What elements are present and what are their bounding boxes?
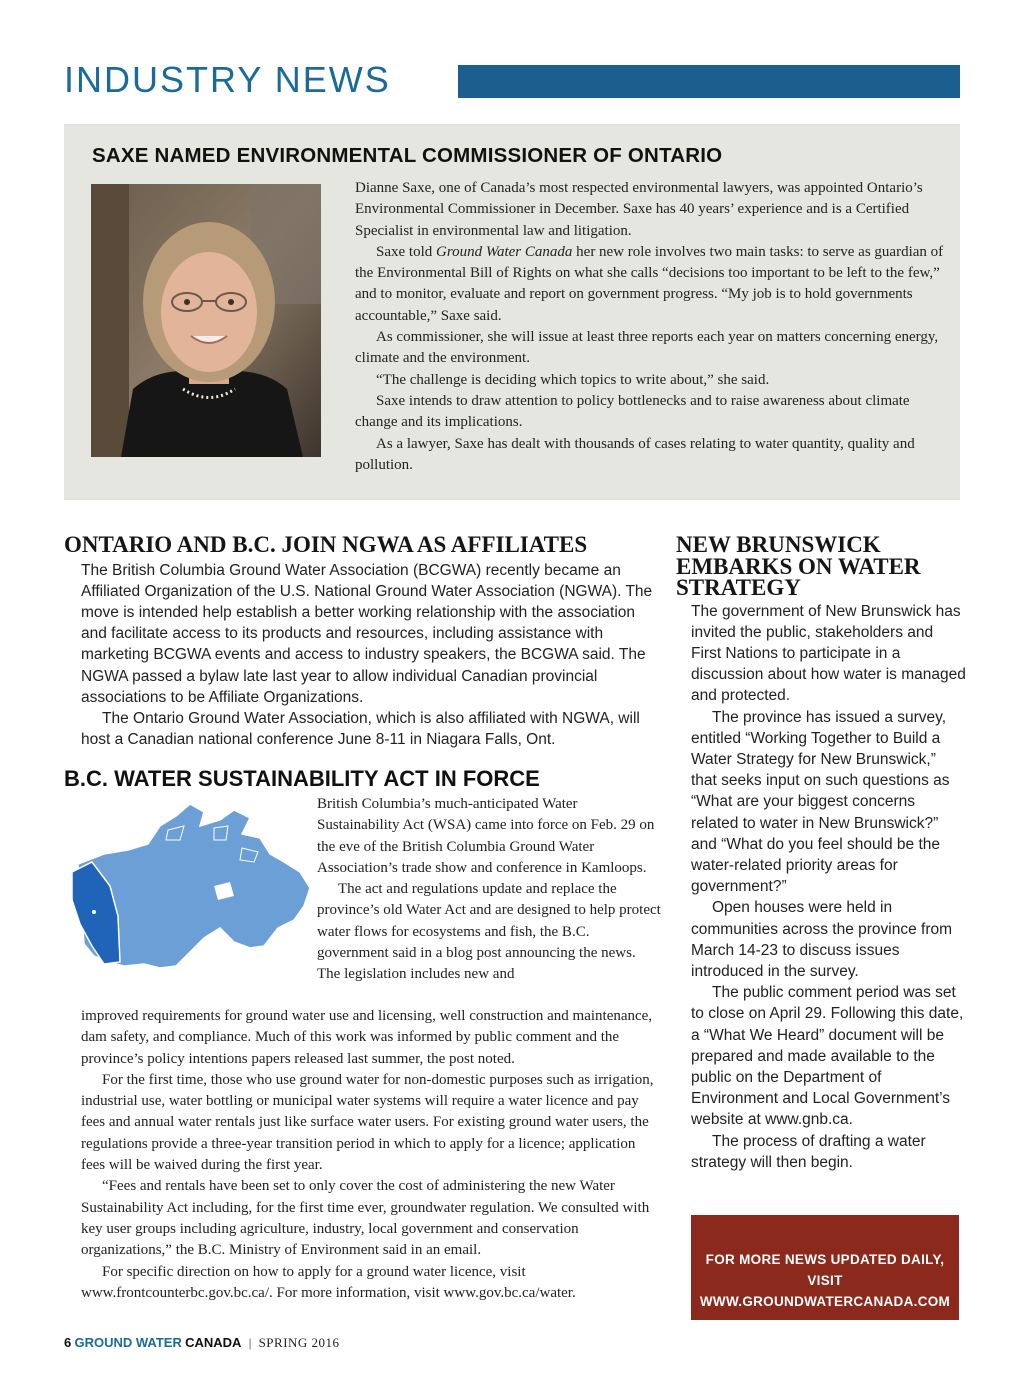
- feature-paragraph: Saxe intends to draw attention to policy bottlenecks and to raise awareness about climate change and its implications.: [355, 392, 910, 431]
- wsa-paragraph: improved requirements for ground water use and licensing, well construction and maintenance, dam safety, and compliance. Much of this work was informed by public comment and the province’s policy intentions papers released last summer, the post noted.: [81, 1008, 653, 1067]
- wsa-paragraph: The act and regulations update and replace the province’s old Water Act and are designed to help protect water flows for ecosystems and fish, the B.C. government said in a blog post announcing the news. The legislation includes new and: [317, 881, 661, 983]
- section-title: INDUSTRY NEWS: [64, 59, 391, 100]
- wsa-body-upper: [317, 794, 662, 986]
- wsa-paragraph: For specific direction on how to apply for a ground water licence, visit www.frontcounterbc.gov.bc.ca/. For more information, visit www.gov.bc.ca/water.: [81, 1263, 576, 1301]
- section-header: [64, 60, 960, 100]
- publication-name: Ground Water Canada: [436, 243, 573, 260]
- canada-map-illustration: [64, 796, 316, 1000]
- feature-body: [355, 178, 945, 476]
- nb-headline: NEW BRUNSWICK EMBARKS ON WATER STRATEGY: [676, 532, 921, 600]
- promo-line: FOR MORE NEWS UPDATED DAILY, VISIT: [705, 1252, 945, 1288]
- feature-paragraph: “The challenge is deciding which topics to write about,” she said.: [376, 371, 770, 388]
- wsa-paragraph: For the first time, those who use ground water for non-domestic purposes such as irrigation, industrial use, water bottling or municipal water systems will require a water licence and pay fees and annual water rentals just like surface water users. For existing ground water users, the regulations provide a three-year transition period in which to apply for a licence; application fees will be waived during the first year.: [81, 1071, 654, 1174]
- ngwa-paragraph: The British Columbia Ground Water Association (BCGWA) recently became an Affiliated Organization of the U.S. National Ground Water Association (NGWA). The move is intended help establish a better working relationship with the association and facilitate access to its products and resources, including assistance with marketing BCGWA events and access to industry speakers, the BCGWA said. The NGWA passed a bylaw late last year to allow individual Canadian provincial associations to be Affiliate Organizations.: [81, 561, 653, 706]
- section-header-bar: [458, 65, 960, 98]
- wsa-body-lower: [81, 1006, 663, 1304]
- feature-paragraph: [355, 242, 945, 327]
- nb-article: [676, 534, 966, 1173]
- ngwa-paragraph: The Ontario Ground Water Association, which is also affiliated with NGWA, will host a Canadian national conference June 8-11 in Niagara Falls, Ont.: [81, 709, 640, 749]
- wsa-paragraph: British Columbia’s much-anticipated Water Sustainability Act (WSA) came into force on Feb. 29 on the eve of the British Columbia Ground Water Association’s trade show and conference in Kamloops.: [317, 796, 655, 876]
- footer-separator: |: [248, 1335, 252, 1350]
- nb-paragraph: The province has issued a survey, entitled “Working Together to Build a Water Strategy for New Brunswick,” that seeks input on such questions as “What are your biggest concerns related to water in New Brunswick?” and “What do you feel should be the water-related priority areas for government?”: [691, 708, 950, 896]
- page-number: 6: [64, 1335, 72, 1350]
- ngwa-headline: ONTARIO AND B.C. JOIN NGWA AS AFFILIATES: [64, 532, 588, 557]
- wsa-paragraph: “Fees and rentals have been set to only cover the cost of administering the new Water Sustainability Act including, for the first time ever, groundwater regulation. We consulted with key user groups including agriculture, industry, local government and conservation organizations,” the B.C. Ministry of Environment said in an email.: [81, 1178, 650, 1259]
- nb-body: [691, 601, 966, 1173]
- feature-paragraph: As a lawyer, Saxe has dealt with thousands of cases relating to water quantity, quality and pollution.: [355, 435, 915, 473]
- feature-text-span: Saxe told: [376, 243, 436, 260]
- feature-paragraph: Dianne Saxe, one of Canada’s most respected environmental lawyers, was appointed Ontario’s Environmental Commissioner in December. Saxe has 40 years’ experience and is a Certified Specialist in environmental law and litigation.: [355, 180, 923, 239]
- feature-text-span: her new role involves two main tasks: to serve as guardian of the Environmental Bill of Rights on what she calls “decisions too important to be left to the few,” and to monitor, evaluate and report on government progress. “My job is to hold governments accountable,” Saxe said.: [355, 243, 944, 324]
- ngwa-body: [81, 560, 664, 751]
- magazine-name: GROUND WATER: [74, 1335, 182, 1350]
- page-footer: [64, 1335, 340, 1351]
- nb-paragraph: The public comment period was set to close on April 29. Following this date, a “What We Heard” document will be prepared and made available to the public on the Department of Environment and Local Government’s website at www.gnb.ca.: [691, 984, 964, 1129]
- feature-headline: SAXE NAMED ENVIRONMENTAL COMMISSIONER OF ONTARIO: [92, 144, 723, 167]
- nb-paragraph: The government of New Brunswick has invited the public, stakeholders and First Nations to participate in a discussion about how water is managed and protected.: [691, 602, 966, 705]
- promo-box[interactable]: [691, 1215, 959, 1320]
- wsa-headline: B.C. WATER SUSTAINABILITY ACT IN FORCE: [64, 766, 540, 791]
- feature-article: [64, 124, 960, 500]
- promo-url[interactable]: WWW.GROUNDWATERCANADA.COM: [699, 1294, 951, 1309]
- portrait-illustration: [91, 184, 321, 457]
- feature-paragraph: As commissioner, she will issue at least three reports each year on matters concerning energy, climate and the environment.: [355, 329, 939, 367]
- promo-text[interactable]: [691, 1249, 959, 1312]
- issue-label: SPRING 2016: [258, 1335, 340, 1350]
- canada-map: [64, 796, 316, 1000]
- nb-paragraph: The process of drafting a water strategy will then begin.: [691, 1132, 926, 1171]
- portrait-photo: [91, 184, 321, 457]
- nb-paragraph: Open houses were held in communities across the province from March 14-23 to discuss issues introduced in the survey.: [691, 899, 953, 980]
- ngwa-article: [64, 534, 664, 750]
- magazine-name-suffix: CANADA: [185, 1335, 242, 1350]
